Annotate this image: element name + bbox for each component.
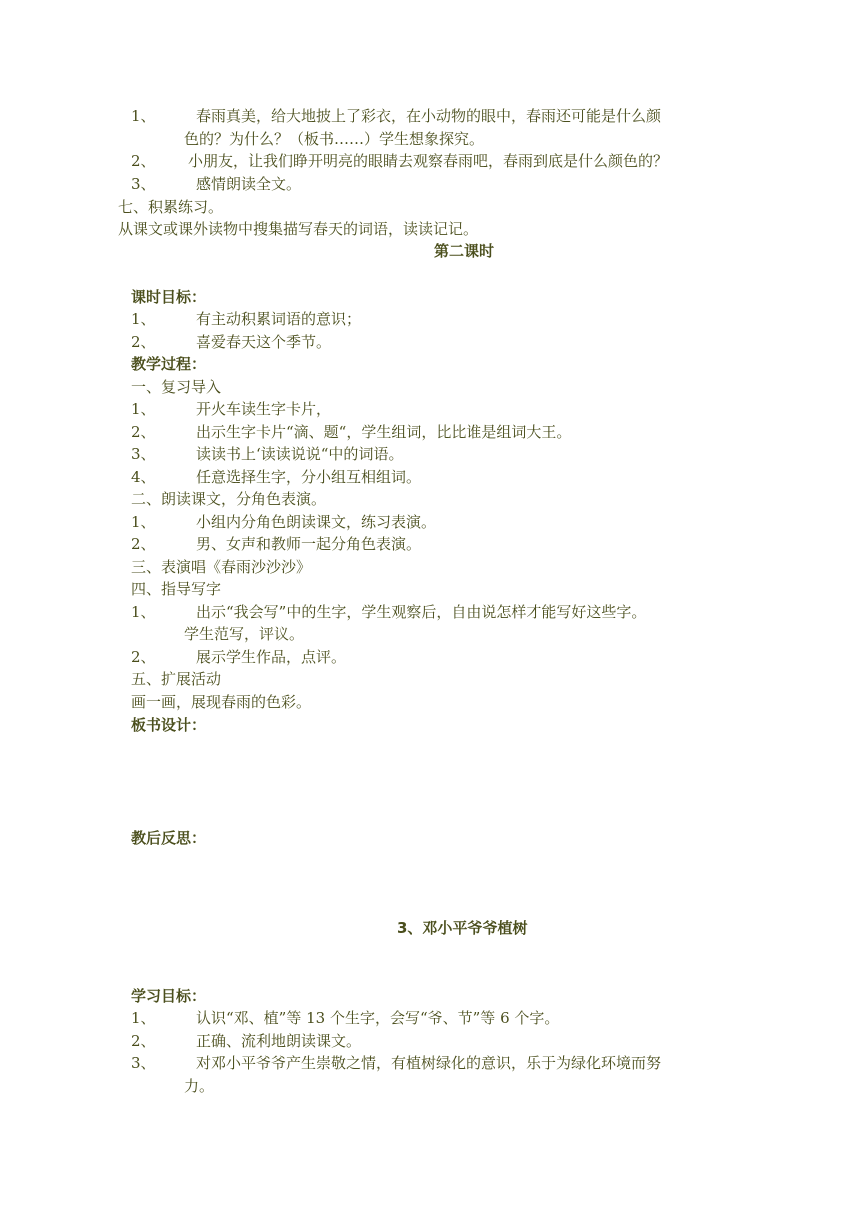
list-number: 3、 bbox=[131, 445, 156, 463]
list-item: 对邓小平爷爷产生崇敬之情，有植树绿化的意识，乐于为绿化环境而努 bbox=[196, 1054, 662, 1072]
list-item: 春雨真美，给大地披上了彩衣，在小动物的眼中，春雨还可能是什么颜 bbox=[196, 107, 662, 125]
list-item: 小组内分角色朗读课文，练习表演。 bbox=[196, 513, 437, 531]
list-item: 任意选择生字，分小组互相组词。 bbox=[196, 468, 422, 486]
list-number: 3、 bbox=[131, 1054, 156, 1072]
list-number: 1、 bbox=[131, 310, 156, 328]
list-number: 3、 bbox=[131, 175, 156, 193]
paragraph: 画一画，展现春雨的色彩。 bbox=[131, 693, 312, 711]
section-heading: 三、表演唱《春雨沙沙沙》 bbox=[131, 558, 312, 576]
goals-label: 课时目标： bbox=[131, 288, 207, 306]
section-heading: 二、朗读课文，分角色表演。 bbox=[131, 490, 327, 508]
list-item: 正确、流利地朗读课文。 bbox=[196, 1032, 362, 1050]
list-item: 出示生字卡片“滴、题“，学生组词，比比谁是组词大王。 bbox=[196, 423, 572, 441]
list-item: 感情朗读全文。 bbox=[196, 175, 302, 193]
list-item: 认识“邓、植”等 13 个生字，会写“爷、节”等 6 个字。 bbox=[196, 1009, 560, 1027]
lesson-title: 3、邓小平爷爷植树 bbox=[397, 919, 528, 937]
section-heading: 四、指导写字 bbox=[131, 580, 222, 598]
paragraph: 从课文或课外读物中搜集描写春天的词语，读读记记。 bbox=[118, 220, 479, 238]
list-number: 2、 bbox=[131, 648, 156, 666]
reflection-label: 教后反思： bbox=[131, 829, 207, 847]
list-item: 展示学生作品，点评。 bbox=[196, 648, 347, 666]
list-number: 2、 bbox=[131, 152, 156, 170]
list-number: 1、 bbox=[131, 107, 156, 125]
step-heading: 七、积累练习。 bbox=[118, 198, 224, 216]
list-number: 1、 bbox=[131, 1009, 156, 1027]
list-item-continuation: 力。 bbox=[184, 1077, 215, 1095]
process-label: 教学过程： bbox=[131, 355, 207, 373]
goals-label: 学习目标： bbox=[131, 987, 207, 1005]
list-number: 1、 bbox=[131, 603, 156, 621]
list-item: 开火车读生字卡片， bbox=[196, 400, 332, 418]
list-item-continuation: 色的？为什么？（板书……）学生想象探究。 bbox=[184, 130, 485, 148]
list-item: 读读书上‘读读说说“中的词语。 bbox=[196, 445, 404, 463]
list-number: 2、 bbox=[131, 535, 156, 553]
list-number: 1、 bbox=[131, 400, 156, 418]
list-number: 1、 bbox=[131, 513, 156, 531]
section-heading: 一、复习导入 bbox=[131, 378, 222, 396]
list-item-continuation: 学生范写，评议。 bbox=[184, 625, 305, 643]
list-number: 2、 bbox=[131, 1032, 156, 1050]
list-number: 4、 bbox=[131, 468, 156, 486]
list-number: 2、 bbox=[131, 423, 156, 441]
lesson-title: 第二课时 bbox=[434, 242, 495, 260]
list-item: 出示“我会写”中的生字，学生观察后，自由说怎样才能写好这些字。 bbox=[196, 603, 647, 621]
list-item: 有主动积累词语的意识； bbox=[196, 310, 362, 328]
list-item: 小朋友，让我们睁开明亮的眼睛去观察春雨吧，春雨到底是什么颜色的？ bbox=[188, 152, 669, 170]
section-heading: 五、扩展活动 bbox=[131, 670, 222, 688]
list-number: 2、 bbox=[131, 333, 156, 351]
board-design-label: 板书设计： bbox=[131, 716, 207, 734]
list-item: 男、女声和教师一起分角色表演。 bbox=[196, 535, 422, 553]
list-item: 喜爱春天这个季节。 bbox=[196, 333, 332, 351]
